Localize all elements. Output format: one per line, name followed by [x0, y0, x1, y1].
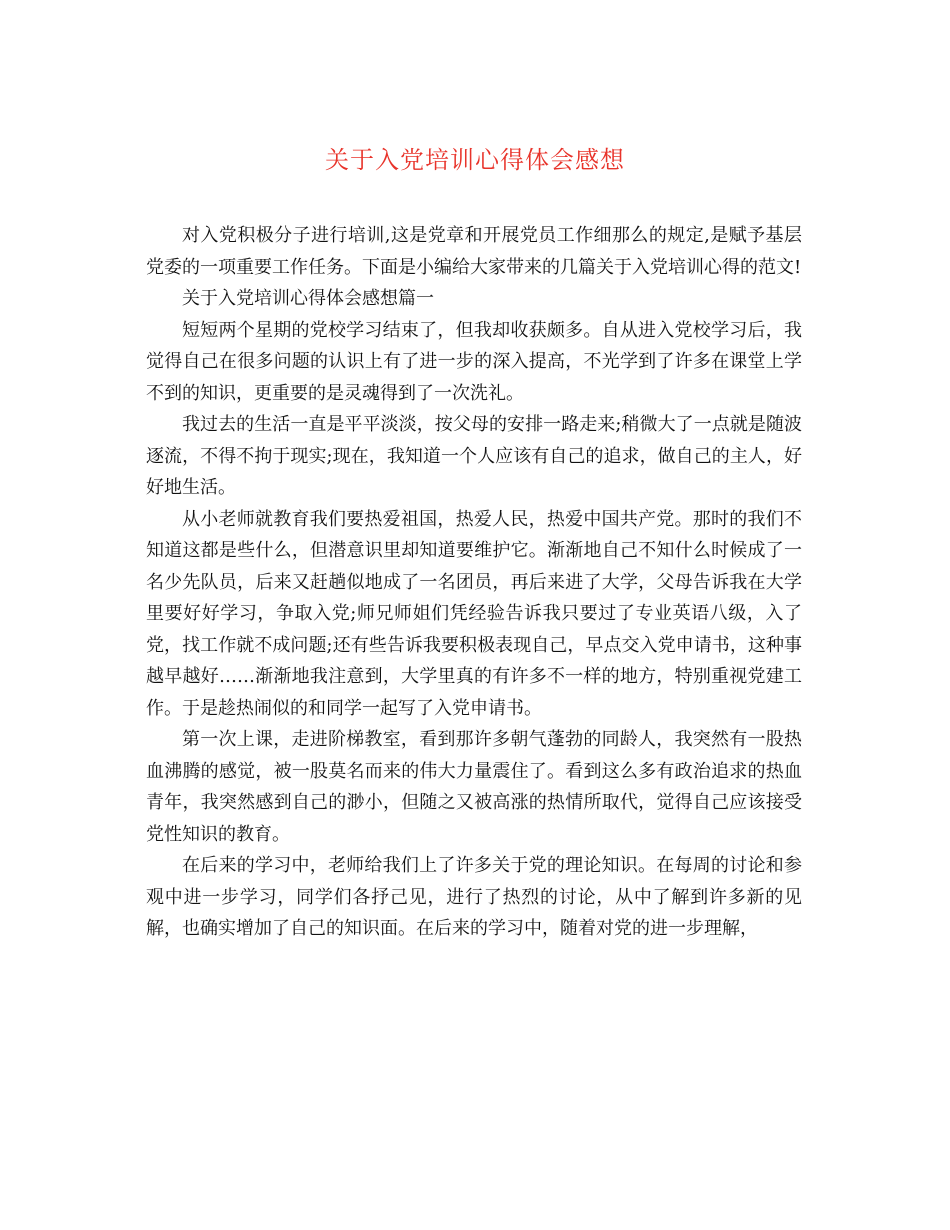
- paragraph: 从小老师就教育我们要热爱祖国，热爱人民，热爱中国共产党。那时的我们不知道这都是些什么，但潜意识里却知道要维护它。渐渐地自己不知什么时候成了一名少先队员，后来又赶趟似地成了一名团员，再后来进了大学，父母告诉我在大学里要好好学习，争取入党;师兄师姐们凭经验告诉我只要过了专业英语八级，入了党，找工作就不成问题;还有些告诉我要积极表现自己，早点交入党申请书，这种事越早越好……渐渐地我注意到，大学里真的有许多不一样的地方，特别重视党建工作。于是趁热闹似的和同学一起写了入党申请书。: [146, 508, 802, 719]
- paragraph: 短短两个星期的党校学习结束了，但我却收获颇多。自从进入党校学习后，我觉得自己在很多问题的认识上有了进一步的深入提高，不光学到了许多在课堂上学不到的知识，更重要的是灵魂得到了一次洗礼。: [146, 319, 802, 404]
- document-body: [146, 220, 802, 945]
- paragraph: 我过去的生活一直是平平淡淡，按父母的安排一路走来;稍微大了一点就是随波逐流，不得不拘于现实;现在，我知道一个人应该有自己的追求，做自己的主人，好好地生活。: [146, 414, 802, 498]
- paragraph: 第一次上课，走进阶梯教室，看到那许多朝气蓬勃的同龄人，我突然有一股热血沸腾的感觉，被一股莫名而来的伟大力量震住了。看到这么多有政治追求的热血青年，我突然感到自己的渺小，但随之又被高涨的热情所取代，觉得自己应该接受党性知识的教育。: [146, 729, 802, 845]
- document-title: 关于入党培训心得体会感想: [325, 146, 625, 174]
- section-heading: 关于入党培训心得体会感想篇一: [182, 288, 434, 309]
- paragraph: 在后来的学习中，老师给我们上了许多关于党的理论知识。在每周的讨论和参观中进一步学习，同学们各抒己见，进行了热烈的讨论，从中了解到许多新的见解，也确实增加了自己的知识面。在后来的学习中，随着对党的进一步理解，: [146, 855, 802, 939]
- paragraph-intro: 对入党积极分子进行培训,这是党章和开展党员工作细那么的规定,是赋予基层党委的一项重要工作任务。下面是小编给大家带来的几篇关于入党培训心得的范文!: [146, 225, 802, 278]
